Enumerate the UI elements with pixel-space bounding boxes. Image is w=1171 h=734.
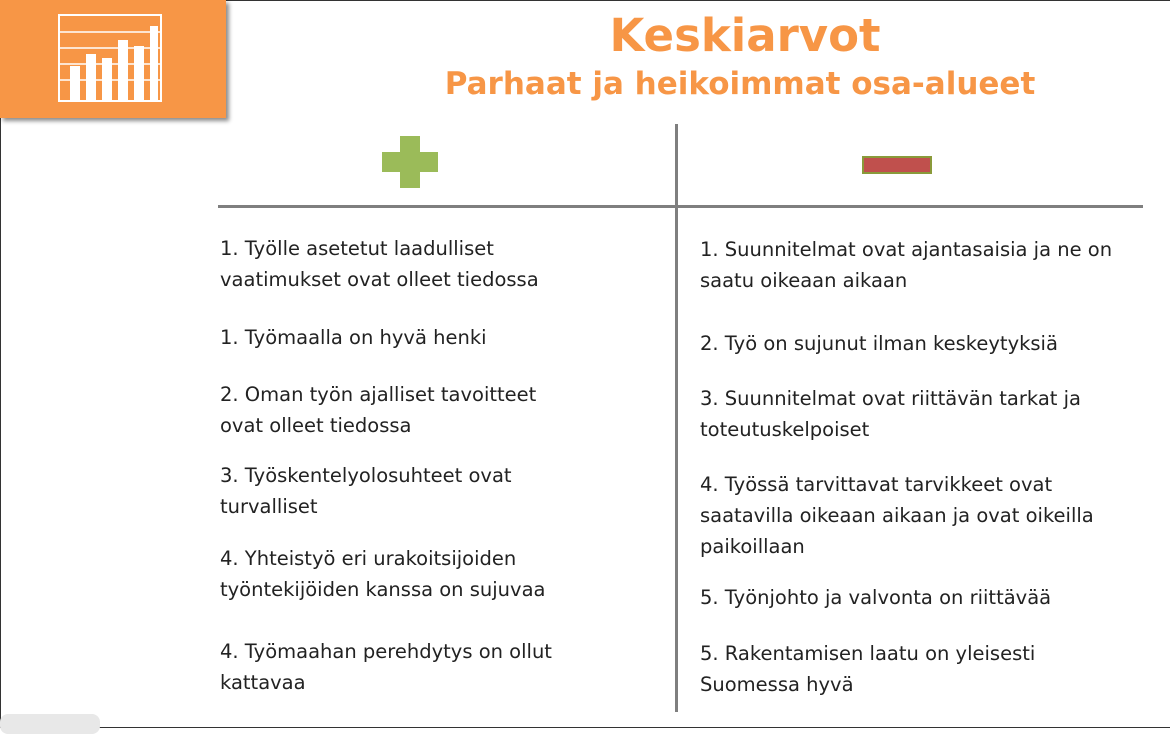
best-item-5: 4. Yhteistyö eri urakoitsijoiden työntekijöiden kanssa on sujuvaa (220, 547, 546, 601)
worst-item-4: 4. Työssä tarvittavat tarvikkeet ovat saatavilla oikeaan aikaan ja ovat oikeilla paikoillaan (700, 473, 1094, 558)
bar-chart-icon (58, 14, 162, 104)
worst-item-2: 2. Työ on sujunut ilman keskeytyksiä (700, 332, 1058, 355)
column-divider (675, 124, 678, 712)
best-item-2: 1. Työmaalla on hyvä henki (220, 326, 487, 349)
page-title: Keskiarvot (609, 9, 881, 62)
best-item-4: 3. Työskentelyolosuhteet ovat turvalliset (220, 464, 512, 518)
best-item-6: 4. Työmaahan perehdytys on ollut kattavaa (220, 640, 552, 694)
worst-item-6: 5. Rakentamisen laatu on yleisesti Suomessa hyvä (700, 642, 1036, 696)
worst-item-3: 3. Suunnitelmat ovat riittävän tarkat ja toteutuskelpoiset (700, 387, 1082, 441)
plus-icon (382, 136, 438, 188)
logo-box (0, 0, 226, 118)
best-item-1: 1. Työlle asetetut laadulliset vaatimukset ovat olleet tiedossa (220, 237, 539, 291)
slide-tab[interactable] (0, 714, 100, 734)
header-divider (218, 205, 1143, 208)
best-item-3: 2. Oman työn ajalliset tavoitteet ovat olleet tiedossa (220, 383, 537, 437)
page-subtitle: Parhaat ja heikoimmat osa-alueet (444, 66, 1036, 102)
worst-item-1: 1. Suunnitelmat ovat ajantasaisia ja ne on saatu oikeaan aikaan (700, 238, 1113, 292)
worst-item-5: 5. Työnjohto ja valvonta on riittävää (700, 586, 1052, 609)
minus-icon (862, 156, 932, 174)
